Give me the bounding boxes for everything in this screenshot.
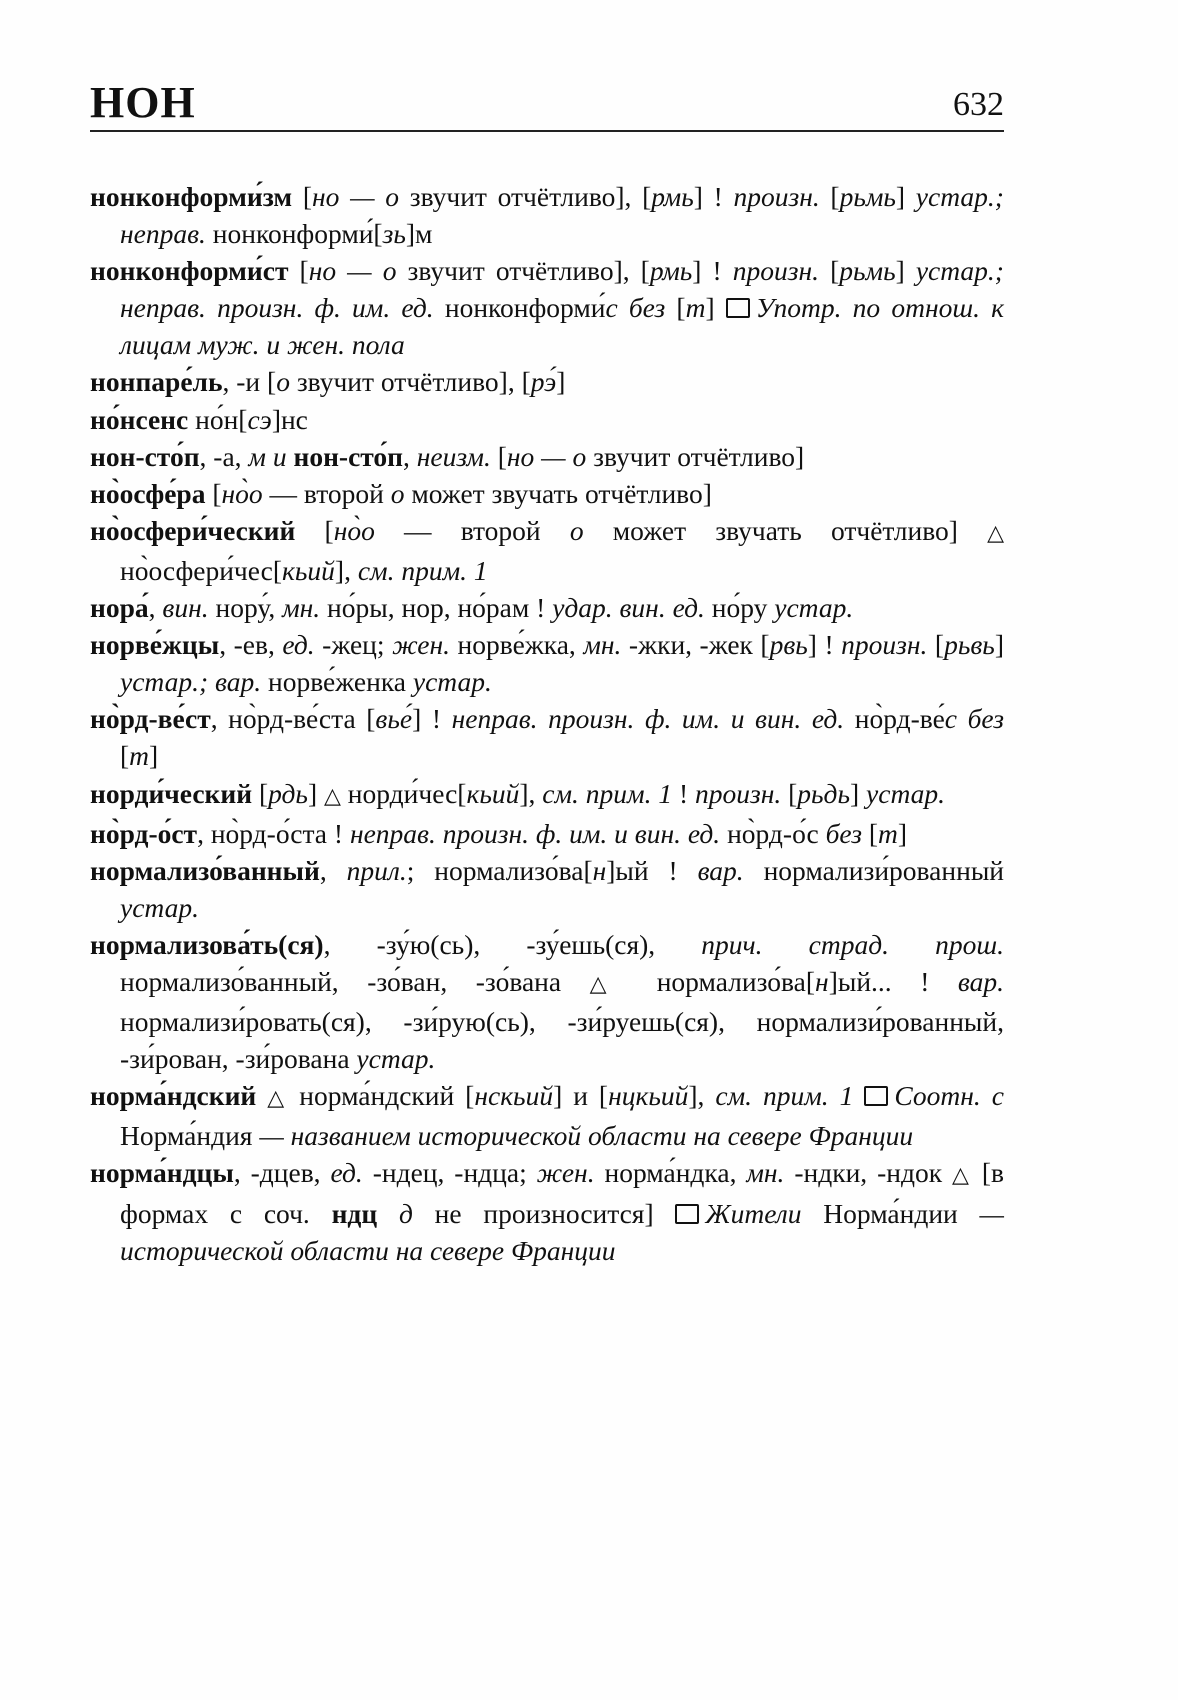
entry-text: [ [292, 181, 313, 212]
entry-text: , -а, [199, 440, 249, 472]
entry-text: ] [705, 292, 726, 324]
entry-text: [ [927, 629, 945, 661]
entry-text: , -ев, [219, 629, 283, 661]
entry-italic: см. прим. 1 [715, 1080, 854, 1112]
entry-text: [ [120, 740, 130, 772]
entry-text: [ [781, 777, 798, 809]
dictionary-entry [90, 438, 1004, 475]
dictionary-entry [90, 512, 1004, 589]
entry-italic: но — о [312, 181, 400, 212]
entry-text: ] [307, 777, 324, 809]
entry-text: ]нс [271, 403, 308, 435]
triangle-icon: △ [951, 1163, 972, 1189]
dictionary-entry [90, 401, 1004, 438]
entry-text: звучит отчётливо], [ [396, 255, 650, 287]
entry-text: ] ! [692, 255, 733, 287]
dictionary-entry [90, 815, 1004, 852]
entry-italic: устар.; неправ. произн. ф. им. ед. [120, 255, 1004, 324]
entry-text: [ [862, 817, 879, 849]
entry-italic: но — о [506, 440, 587, 472]
entry-text: -жки, -жек [ [621, 629, 770, 661]
headword: норма́ндцы [90, 1157, 234, 1189]
entry-text: может звучать отчётливо] [583, 514, 988, 546]
headword: но́нсенс [90, 403, 189, 435]
entry-text: , но̀рд-ве́ста [ [210, 703, 376, 735]
entry-text: нормализи́ровать(ся), -зи́рую(сь), -зи́руешь(ся), нормализи́рованный, -зи́рован, -зи́рована [120, 1006, 1004, 1075]
entry-text: нонконформи́ [433, 292, 606, 324]
entry-text: ] [897, 817, 908, 849]
dictionary-entry [90, 926, 1004, 1077]
entry-italic: устар.; неправ. [120, 181, 1004, 250]
entry-text: звучит отчётливо], [ [289, 366, 531, 398]
entry-italic: нцкьий [608, 1080, 689, 1112]
entry-text: ] ! [412, 703, 452, 735]
entry-italic: но̀о [333, 514, 375, 546]
entry-italic: зь [382, 218, 406, 250]
dictionary-entry [90, 1077, 1004, 1154]
entry-text: ], [688, 1080, 716, 1112]
entry-italic: вар. [697, 854, 744, 886]
entry-italic: жен. [392, 629, 451, 661]
entry-italic: устар. [774, 592, 854, 624]
entry-italic: т [685, 292, 706, 324]
headword: но̀рд-ве́ст [90, 703, 211, 735]
entry-italic: о [569, 514, 584, 546]
entry-italic: о [390, 477, 405, 509]
header-rule [90, 130, 1004, 132]
note-box-icon [675, 1204, 699, 1224]
entry-text: нору́, [208, 592, 283, 624]
entry-text: ], [519, 777, 543, 809]
entry-italic: произн. [695, 777, 782, 809]
entry-text: но́ры, нор, но́рам ! [320, 592, 553, 624]
entry-italic: кьий [282, 554, 335, 586]
entry-italic: неправ. произн. ф. им. и вин. ед. [451, 703, 845, 735]
entry-text: ] [556, 366, 566, 398]
entry-italic: Соотн. с [894, 1080, 1004, 1112]
entry-text: нормализо́ва[ [628, 965, 816, 997]
entry-text: ] [149, 740, 159, 772]
entry-text: ], [334, 554, 358, 586]
triangle-icon: △ [589, 971, 629, 997]
entry-italic: рэ́ [530, 366, 557, 398]
entry-text: ! [672, 777, 695, 809]
entry-italic: с без [605, 292, 666, 324]
entry-bold: ндц [331, 1197, 378, 1229]
entry-italic: вье́ [375, 703, 413, 735]
entry-italic: рмь [651, 181, 694, 212]
entry-text: , -и [ [222, 366, 277, 398]
triangle-icon: △ [324, 783, 341, 809]
headword: но̀осфе́ра [90, 477, 206, 509]
entry-text: , но̀рд-о́ста ! [197, 817, 350, 849]
entry-italic: неизм. [416, 440, 491, 472]
entry-italic: кьий [466, 777, 520, 809]
dictionary-entry [90, 626, 1004, 700]
entry-text: но̀осфери́чес[ [120, 554, 283, 586]
entry-italic: сэ [247, 403, 272, 435]
entry-italic: прич. страд. прош. [701, 928, 1004, 960]
headword: нормализова́ть(ся) [90, 928, 324, 960]
entry-text: ]м [405, 218, 433, 250]
entry-italic: устар. [412, 666, 492, 698]
entry-text: но̀рд-ве́ [844, 703, 945, 735]
headword-variant: нон-сто́п [286, 440, 404, 472]
entry-text: — второй [374, 514, 570, 546]
entry-italic: устар. [120, 891, 199, 923]
dictionary-entry [90, 700, 1004, 774]
entry-text: ] и [ [553, 1080, 609, 1112]
entry-text: норма́ндский [ [288, 1080, 475, 1112]
entry-text: [ [819, 181, 840, 212]
headword: нормализо́ванный [90, 854, 320, 886]
entry-italic: мн. [583, 629, 622, 661]
entry-text: -ндец, -ндца; [362, 1157, 537, 1189]
dictionary-entry [90, 252, 1004, 363]
entry-italic: вин. [162, 592, 209, 624]
entry-text: [ [819, 255, 840, 287]
note-box-icon [864, 1086, 888, 1106]
entry-text: норве́жка, [450, 629, 584, 661]
headword: нонконформи́зм [90, 181, 293, 212]
entry-text: ]ый ! [606, 854, 698, 886]
headword: норди́ческий [90, 777, 253, 809]
entry-italic: ед. [282, 629, 315, 661]
headword: но̀осфери́ческий [90, 514, 296, 546]
entry-text: [ [665, 292, 686, 324]
running-head: НОН [90, 78, 196, 127]
entry-italic: устар. [356, 1043, 436, 1075]
entry-text: может звучать отчётливо] [404, 477, 712, 509]
entry-italic: рьмь [839, 255, 896, 287]
entry-italic: мн. [282, 592, 321, 624]
page-number: 632 [953, 86, 1004, 123]
entry-text: ] ! [807, 629, 842, 661]
entry-text: , [319, 854, 347, 886]
entry-text: нонконформи́[ [205, 218, 383, 250]
entry-italic: н [592, 854, 607, 886]
entry-text: -ндки, -ндок [784, 1157, 952, 1189]
entry-text: , -зу́ю(сь), -зу́ешь(ся), [323, 928, 702, 960]
entry-text [256, 1080, 267, 1111]
entry-text: ; нормализо́ва[ [406, 854, 593, 886]
entry-text: ] [895, 255, 916, 287]
entry-text: ]ый... ! [828, 965, 958, 997]
entry-italic: рьдь [797, 777, 850, 809]
entry-text: норве́женка [261, 666, 413, 698]
entry-italic: произн. [841, 629, 928, 661]
entry-italic: рмь [649, 255, 693, 287]
entry-text: [ [295, 514, 334, 546]
entry-italic: о [276, 366, 290, 398]
entry-italic: Употр. по отнош. к лицам муж. и жен. пола [120, 292, 1004, 361]
entry-text: , -дцев, [233, 1157, 331, 1189]
entry-text: ] ! [693, 181, 734, 212]
entry-italic: произн. [732, 255, 820, 287]
entry-italic: рьвь [944, 629, 995, 661]
entry-text: нормализи́рованный [743, 854, 1005, 886]
entry-text: [в формах с соч. [120, 1157, 1004, 1229]
entry-italic: произн. [733, 181, 820, 212]
entry-italic: рдь [268, 777, 308, 809]
dictionary-entry [90, 852, 1004, 926]
entry-text: норма́ндка, [594, 1157, 747, 1189]
headword: нонконформи́ст [90, 255, 289, 287]
entry-italic: — названием исторической области на севере Франции [259, 1120, 914, 1152]
note-box-icon [726, 298, 750, 318]
entry-italic: но — о [308, 255, 397, 287]
entry-text: нормализо́ванный, -зо́ван, -зо́вана [120, 965, 590, 997]
entry-text: Норма́ндия [120, 1120, 260, 1152]
entry-italic: устар. [866, 777, 946, 809]
dictionary-body [90, 178, 1004, 1269]
entry-italic: но̀о [221, 477, 263, 509]
entry-italic: ед. [330, 1157, 363, 1189]
entry-text: , [148, 592, 163, 624]
entry-text: -жец; [314, 629, 393, 661]
headword: норма́ндский [90, 1080, 257, 1112]
dictionary-entry [90, 178, 1004, 252]
entry-text: — второй [262, 477, 391, 509]
entry-text: но́н[ [188, 403, 248, 435]
entry-italic: мн. [746, 1157, 785, 1189]
entry-text: [ [252, 777, 269, 809]
entry-italic: Жители [705, 1197, 802, 1229]
entry-text: ] [994, 629, 1004, 661]
dictionary-entry [90, 775, 1004, 815]
entry-text: ] [850, 777, 867, 809]
entry-italic: неправ. произн. ф. им. и вин. ед. [349, 817, 721, 849]
entry-text: , [403, 440, 417, 472]
entry-italic: см. прим. 1 [357, 554, 488, 586]
triangle-icon: △ [987, 520, 1005, 546]
entry-text [377, 1198, 399, 1229]
entry-text [853, 1080, 864, 1111]
entry-italic: н [815, 965, 829, 997]
triangle-icon: △ [267, 1086, 289, 1112]
entry-text: норди́чес[ [340, 777, 467, 809]
entry-italic: прил. [346, 854, 407, 886]
entry-italic: д [398, 1197, 413, 1229]
dictionary-entry [90, 1154, 1004, 1268]
entry-italic: нскьий [474, 1080, 554, 1112]
entry-text: не произносится] [412, 1197, 676, 1229]
entry-italic: рьмь [839, 181, 896, 212]
entry-italic: вар. [957, 965, 1004, 997]
dictionary-entry [90, 363, 1004, 400]
headword: нон-сто́п [90, 440, 200, 472]
entry-text: звучит отчётливо] [586, 440, 805, 472]
entry-italic: жен. [536, 1157, 595, 1189]
entry-italic: м и [248, 440, 287, 472]
headword: норве́жцы [90, 629, 220, 661]
entry-italic: устар.; вар. [120, 666, 262, 698]
headword: нора́ [90, 592, 149, 624]
dictionary-entry [90, 589, 1004, 626]
headword: но̀рд-о́ст [90, 817, 198, 849]
entry-italic: см. прим. 1 [542, 777, 673, 809]
entry-italic: рвь [769, 629, 808, 661]
page-header [90, 74, 1004, 132]
entry-italic: удар. вин. ед. [552, 592, 705, 624]
dictionary-entry [90, 475, 1004, 512]
entry-text: звучит отчётливо], [ [399, 181, 652, 212]
entry-text: ] [895, 181, 916, 212]
entry-text: [ [205, 477, 222, 509]
entry-text: [ [490, 440, 507, 472]
headword: нонпаре́ль [90, 366, 223, 398]
entry-text: но̀рд-о́с [720, 817, 826, 849]
entry-italic: без [825, 817, 862, 849]
entry-text: [ [288, 255, 309, 287]
entry-text: но́ру [704, 592, 775, 624]
entry-italic: т [878, 817, 898, 849]
entry-italic: т [129, 740, 150, 772]
entry-italic: — исторической области на севере Франции [120, 1197, 1004, 1266]
entry-text: Норма́ндии [801, 1197, 980, 1229]
entry-italic: с без [944, 703, 1004, 735]
